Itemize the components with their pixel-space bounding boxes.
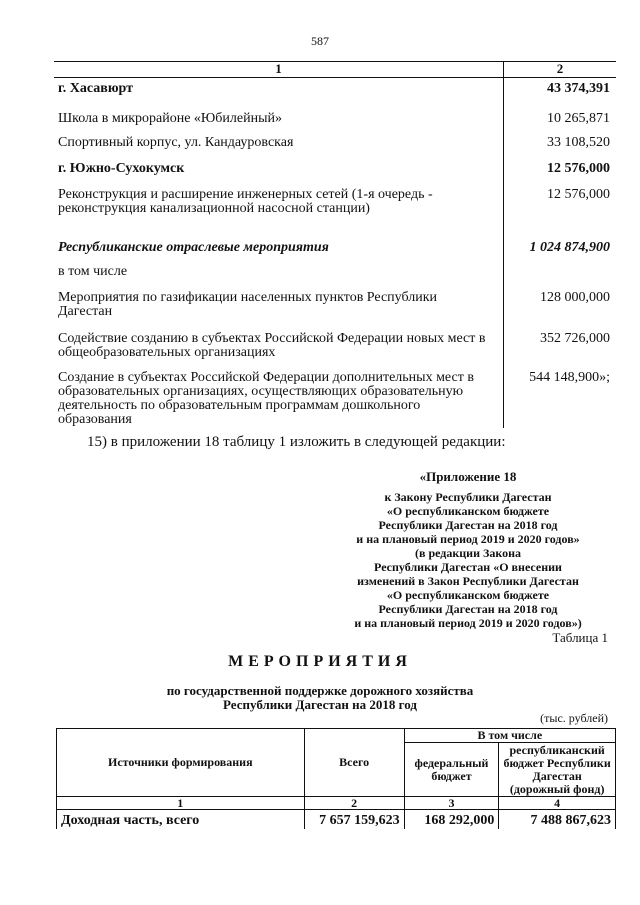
measures-title: МЕРОПРИЯТИЯ [228, 653, 412, 670]
row-name: г. Хасавюрт [54, 78, 504, 104]
row-name: Реконструкция и расширение инженерных сетей (1-я очередь - реконструкция канализационной насосной станции) [54, 182, 504, 237]
table-header-row [54, 62, 616, 78]
row-total: 7 657 159,623 [304, 810, 404, 830]
capital-investments-table [54, 61, 616, 428]
table-row [54, 326, 616, 365]
appendix-title: «Приложение 18 [419, 469, 517, 484]
appendix-line: к Закону Республики Дагестан [384, 490, 552, 504]
table-row [54, 130, 616, 156]
row-value: 1 024 874,900 [529, 239, 610, 255]
row-value: 10 265,871 [547, 110, 610, 126]
appendix-line: «О республиканском бюджете [386, 588, 550, 602]
appendix-line: (в редакции Закона [414, 546, 522, 560]
units-label: (тыс. рублей) [540, 711, 608, 725]
paragraph-15: 15) в приложении 18 таблицу 1 изложить в следующей редакции: [87, 434, 506, 450]
row-value: 544 148,900»; [529, 369, 610, 385]
column-index: 3 [404, 797, 499, 810]
column-header-federal: федеральный бюджет [404, 743, 499, 797]
column-index: 1 [57, 797, 305, 810]
measures-subtitle-line: Республики Дагестан на 2018 год [223, 697, 417, 712]
column-index: 4 [499, 797, 616, 810]
column-header-sources: Источники формирования [57, 729, 305, 797]
row-name: Мероприятия по газификации населенных пунктов Республики Дагестан [54, 285, 504, 326]
row-value: 43 374,391 [547, 81, 610, 96]
table-row [54, 182, 616, 237]
row-name: Доходная часть, всего [57, 810, 305, 830]
appendix-line: Республики Дагестан на 2018 год [378, 602, 558, 616]
row-value: 12 576,000 [547, 160, 610, 176]
table-row [54, 285, 616, 326]
row-republican: 7 488 867,623 [499, 810, 616, 830]
row-name: Содействие созданию в субъектах Российской Федерации новых мест в общеобразовательных организациях [54, 326, 504, 365]
table-row [54, 261, 616, 285]
table-row [54, 104, 616, 130]
row-value: 128 000,000 [540, 289, 610, 305]
row-name: в том числе [54, 261, 504, 285]
row-name: Школа в микрорайоне «Юбилейный» [54, 104, 504, 130]
appendix-header-block [300, 470, 636, 630]
column-header-1: 1 [54, 62, 504, 78]
table-header-row [57, 729, 616, 743]
appendix-line: Республики Дагестан «О внесении [374, 560, 562, 574]
column-header-2: 2 [504, 62, 617, 78]
row-name: г. Южно-Сухокумск [54, 156, 504, 182]
row-value: 12 576,000 [547, 186, 610, 202]
table-index-row [57, 797, 616, 810]
table-row [54, 156, 616, 182]
table-label: Таблица 1 [552, 630, 608, 645]
appendix-line: «О республиканском бюджете [386, 504, 550, 518]
appendix-line: и на плановый период 2019 и 2020 годов» [356, 532, 580, 546]
road-support-table [56, 728, 616, 829]
table-row [54, 365, 616, 428]
row-name: Спортивный корпус, ул. Кандауровская [54, 130, 504, 156]
page-number: 587 [311, 34, 329, 48]
appendix-line: и на плановый период 2019 и 2020 годов») [354, 616, 582, 630]
measures-subtitle [0, 684, 640, 712]
row-value: 352 726,000 [540, 330, 610, 346]
table-row [54, 237, 616, 261]
table-row [57, 810, 616, 830]
column-header-republican: республиканский бюджет Республики Дагестан (дорожный фонд) [499, 743, 616, 797]
row-federal: 168 292,000 [404, 810, 499, 830]
measures-subtitle-line: по государственной поддержке дорожного хозяйства [166, 683, 474, 698]
row-name: Создание в субъектах Российской Федерации дополнительных мест в образовательных организациях, осуществляющих образовательную деятельность по образовательным программам дошкольного образования [54, 365, 504, 428]
column-header-total: Всего [304, 729, 404, 797]
row-value [504, 261, 617, 285]
appendix-line: Республики Дагестан на 2018 год [378, 518, 558, 532]
column-header-including: В том числе [404, 729, 615, 743]
table-row [54, 78, 616, 104]
row-value: 33 108,520 [547, 134, 610, 150]
row-name: Республиканские отраслевые мероприятия [54, 237, 504, 261]
appendix-line: изменений в Закон Республики Дагестан [357, 574, 579, 588]
column-index: 2 [304, 797, 404, 810]
